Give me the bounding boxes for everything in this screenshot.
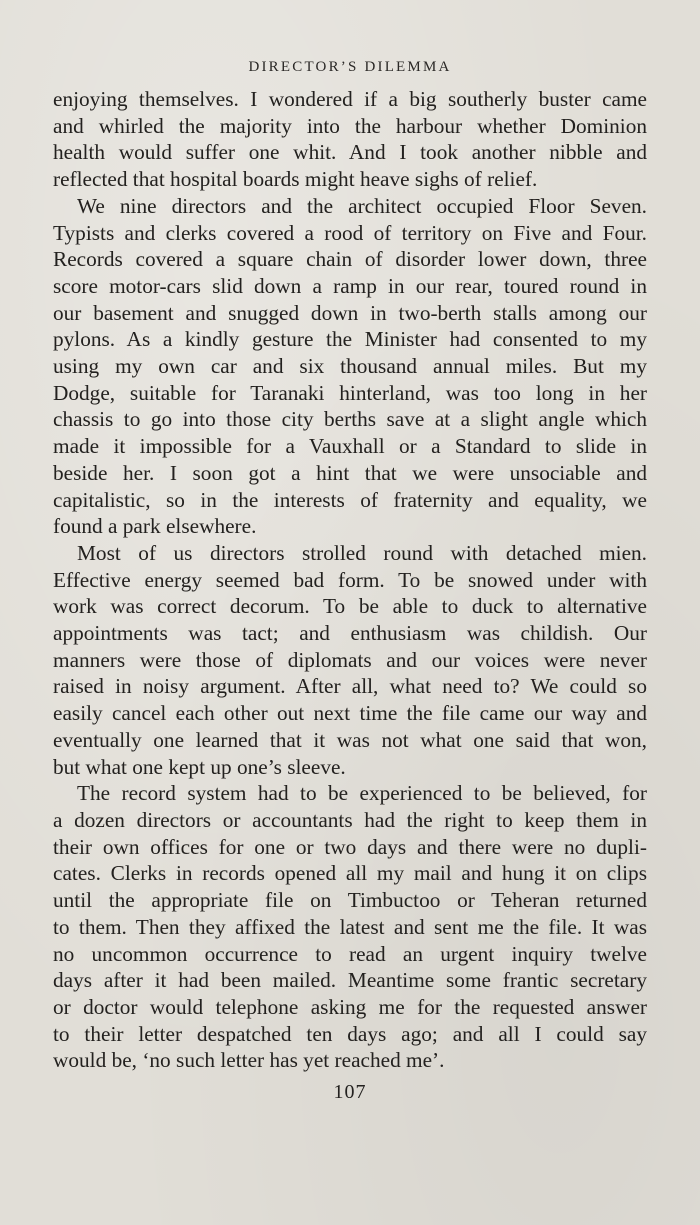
text-line: appointments was tact; and enthusiasm was childish. Our xyxy=(53,621,647,646)
text-line: but what one kept up one’s sleeve. xyxy=(53,754,346,779)
text-line: would be, ‘no such letter has yet reached me’. xyxy=(53,1048,445,1073)
text-line: Effective energy seemed bad form. To be snowed under with xyxy=(53,567,647,592)
text-line: pylons. As a kindly gesture the Minister had consented to my xyxy=(53,327,647,352)
text-line: work was correct decorum. To be able to duck to alternative xyxy=(53,594,647,619)
paragraph-3 xyxy=(53,540,647,780)
text-line: days after it had been mailed. Meantime some frantic secretary xyxy=(53,968,647,993)
text-line: or doctor would telephone asking me for the requested answer xyxy=(53,994,647,1019)
text-line: health would suffer one whit. And I took another nibble and xyxy=(53,140,647,165)
text-line: no uncommon occurrence to read an urgent inquiry twelve xyxy=(53,941,647,966)
text-line: found a park elsewhere. xyxy=(53,514,257,539)
running-head: DIRECTOR’S DILEMMA xyxy=(248,59,452,75)
text-line: our basement and snugged down in two-berth stalls among our xyxy=(53,300,647,325)
body-text xyxy=(53,86,647,1074)
text-line: raised in noisy argument. After all, what need to? We could so xyxy=(53,674,647,699)
paragraph-1 xyxy=(53,86,647,193)
text-line: reflected that hospital boards might heave sighs of relief. xyxy=(53,167,538,192)
text-line: made it impossible for a Vauxhall or a Standard to slide in xyxy=(53,434,647,459)
text-line: using my own car and six thousand annual miles. But my xyxy=(53,354,647,379)
text-line: enjoying themselves. I wondered if a big southerly buster came xyxy=(53,87,647,111)
page-number: 107 xyxy=(333,1081,367,1103)
text-line: until the appropriate file on Timbuctoo or Teheran returned xyxy=(53,888,647,913)
text-line: their own offices for one or two days and there were no dupli- xyxy=(53,834,647,859)
text-line: The record system had to be experienced to be believed, for xyxy=(77,781,647,806)
text-line: chassis to go into those city berths save at a slight angle which xyxy=(53,407,647,432)
text-line: to their letter despatched ten days ago; and all I could say xyxy=(53,1021,647,1046)
text-line: easily cancel each other out next time the file came our way and xyxy=(53,701,647,726)
text-line: Typists and clerks covered a rood of territory on Five and Four. xyxy=(53,220,647,245)
text-line: cates. Clerks in records opened all my mail and hung it on clips xyxy=(53,861,647,886)
text-line: Dodge, suitable for Taranaki hinterland, was too long in her xyxy=(53,380,647,405)
text-line: Records covered a square chain of disorder lower down, three xyxy=(53,247,647,272)
text-line: a dozen directors or accountants had the right to keep them in xyxy=(53,807,647,832)
paragraph-4 xyxy=(53,780,647,1074)
text-line: manners were those of diplomats and our voices were never xyxy=(53,647,647,672)
text-line: score motor-cars slid down a ramp in our rear, toured round in xyxy=(53,273,647,298)
text-line: Most of us directors strolled round with detached mien. xyxy=(77,540,647,565)
text-line: beside her. I soon got a hint that we were unsociable and xyxy=(53,460,647,485)
text-line: eventually one learned that it was not what one said that won, xyxy=(53,727,647,752)
text-line: and whirled the majority into the harbour whether Dominion xyxy=(53,113,647,138)
paragraph-2 xyxy=(53,193,647,540)
text-line: to them. Then they affixed the latest and sent me the file. It was xyxy=(53,914,647,939)
text-line: capitalistic, so in the interests of fraternity and equality, we xyxy=(53,487,647,512)
text-line: We nine directors and the architect occupied Floor Seven. xyxy=(77,193,647,218)
